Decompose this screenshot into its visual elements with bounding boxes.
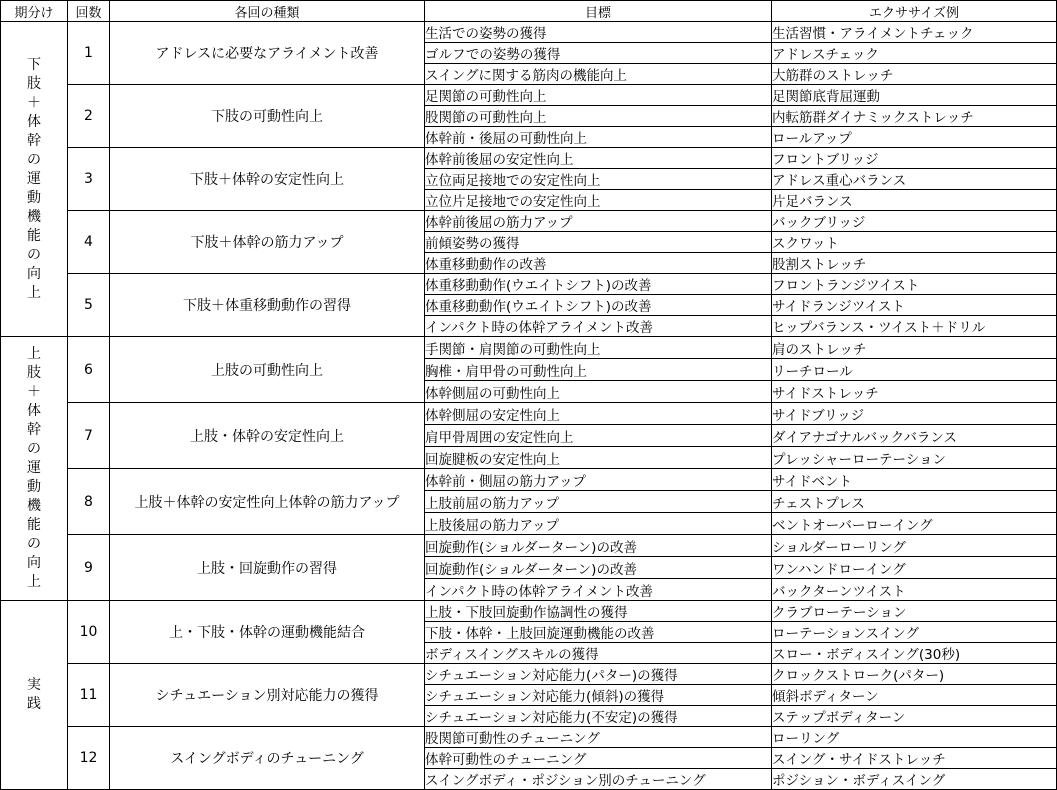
exercise-cell: バックターンツイスト — [772, 579, 1057, 601]
exercise-cell: サイドランジツイスト — [772, 295, 1057, 316]
exercise-cell: バックブリッジ — [772, 211, 1057, 232]
goal-cell: 股関節可動性のチューニング — [425, 727, 772, 748]
table-row — [1, 535, 1057, 557]
session-type: シチュエーション別対応能力の獲得 — [110, 664, 425, 727]
session-number: 6 — [68, 337, 110, 403]
table-row — [1, 469, 1057, 491]
goal-cell: 体幹側屈の安定性向上 — [425, 403, 772, 425]
session-type: 下肢＋体重移動動作の習得 — [110, 274, 425, 337]
table-body — [1, 22, 1057, 790]
exercise-cell: アドレスチェック — [772, 43, 1057, 64]
goal-cell: 回旋動作(ショルダーターン)の改善 — [425, 557, 772, 579]
header-goal: 目標 — [425, 1, 772, 22]
period-label: 上肢＋体幹の運動機能の向上 — [27, 346, 41, 590]
goal-cell: 股関節の可動性向上 — [425, 106, 772, 127]
exercise-cell: ローリング — [772, 727, 1057, 748]
exercise-cell: 片足バランス — [772, 190, 1057, 211]
period-label: 実践 — [27, 677, 41, 712]
goal-cell: 体幹側屈の可動性向上 — [425, 381, 772, 403]
goal-cell: 立位片足接地での安定性向上 — [425, 190, 772, 211]
session-number: 12 — [68, 727, 110, 790]
table-row — [1, 727, 1057, 748]
period-cell — [1, 601, 68, 790]
exercise-cell: 傾斜ボディターン — [772, 685, 1057, 706]
header-period: 期分け — [1, 1, 68, 22]
goal-cell: 肩甲骨周囲の安定性向上 — [425, 425, 772, 447]
exercise-cell: ベントオーバーローイング — [772, 513, 1057, 535]
table-row — [1, 274, 1057, 295]
goal-cell: 回旋腱板の安定性向上 — [425, 447, 772, 469]
exercise-cell: クロックストローク(パター) — [772, 664, 1057, 685]
exercise-cell: サイドベント — [772, 469, 1057, 491]
goal-cell: 立位両足接地での安定性向上 — [425, 169, 772, 190]
goal-cell: シチュエーション対応能力(傾斜)の獲得 — [425, 685, 772, 706]
exercise-cell: フロントランジツイスト — [772, 274, 1057, 295]
goal-cell: スイングに関する筋肉の機能向上 — [425, 64, 772, 85]
session-number: 1 — [68, 22, 110, 85]
goal-cell: 下肢・体幹・上肢回旋運動機能の改善 — [425, 622, 772, 643]
session-type: 上・下肢・体幹の運動機能結合 — [110, 601, 425, 664]
session-type: 上肢・回旋動作の習得 — [110, 535, 425, 601]
session-type: スイングボディのチューニング — [110, 727, 425, 790]
session-number: 3 — [68, 148, 110, 211]
exercise-cell: フロントブリッジ — [772, 148, 1057, 169]
period-cell — [1, 337, 68, 601]
goal-cell: 体重移動動作の改善 — [425, 253, 772, 274]
table-row — [1, 601, 1057, 622]
goal-cell: 上肢・下肢回旋動作協調性の獲得 — [425, 601, 772, 622]
exercise-cell: ワンハンドローイング — [772, 557, 1057, 579]
exercise-cell: ローテーションスイング — [772, 622, 1057, 643]
goal-cell: 手関節・肩関節の可動性向上 — [425, 337, 772, 359]
goal-cell: インパクト時の体幹アライメント改善 — [425, 316, 772, 337]
goal-cell: 体幹可動性のチューニング — [425, 748, 772, 769]
exercise-cell: クラブローテーション — [772, 601, 1057, 622]
goal-cell: シチュエーション対応能力(パター)の獲得 — [425, 664, 772, 685]
session-type: 下肢＋体幹の安定性向上 — [110, 148, 425, 211]
session-type: 下肢の可動性向上 — [110, 85, 425, 148]
table-row — [1, 337, 1057, 359]
goal-cell: 体幹前後屈の安定性向上 — [425, 148, 772, 169]
exercise-cell: ショルダーローリング — [772, 535, 1057, 557]
exercise-cell: スイング・サイドストレッチ — [772, 748, 1057, 769]
goal-cell: 生活での姿勢の獲得 — [425, 22, 772, 43]
exercise-cell: 肩のストレッチ — [772, 337, 1057, 359]
header-exercise: エクササイズ例 — [772, 1, 1057, 22]
goal-cell: 上肢前屈の筋力アップ — [425, 491, 772, 513]
table-row — [1, 85, 1057, 106]
exercise-cell: ロールアップ — [772, 127, 1057, 148]
goal-cell: 上肢後屈の筋力アップ — [425, 513, 772, 535]
goal-cell: 足関節の可動性向上 — [425, 85, 772, 106]
exercise-cell: ポジション・ボディスイング — [772, 769, 1057, 790]
session-number: 11 — [68, 664, 110, 727]
session-number: 2 — [68, 85, 110, 148]
table-row — [1, 22, 1057, 43]
header-count: 回数 — [68, 1, 110, 22]
table-row — [1, 211, 1057, 232]
exercise-cell: ステップボディターン — [772, 706, 1057, 727]
exercise-cell: スロー・ボディスイング(30秒) — [772, 643, 1057, 664]
goal-cell: 胸椎・肩甲骨の可動性向上 — [425, 359, 772, 381]
goal-cell: 回旋動作(ショルダーターン)の改善 — [425, 535, 772, 557]
exercise-cell: 内転筋群ダイナミックストレッチ — [772, 106, 1057, 127]
period-label: 下肢＋体幹の運動機能の向上 — [27, 56, 41, 301]
exercise-cell: サイドストレッチ — [772, 381, 1057, 403]
exercise-cell: 足関節底背屈運動 — [772, 85, 1057, 106]
exercise-cell: 股割ストレッチ — [772, 253, 1057, 274]
exercise-cell: プレッシャーローテーション — [772, 447, 1057, 469]
session-type: 上肢の可動性向上 — [110, 337, 425, 403]
exercise-cell: ヒップバランス・ツイスト＋ドリル — [772, 316, 1057, 337]
header-type: 各回の種類 — [110, 1, 425, 22]
period-cell — [1, 22, 68, 337]
table-row — [1, 664, 1057, 685]
goal-cell: 前傾姿勢の獲得 — [425, 232, 772, 253]
goal-cell: 体重移動動作(ウエイトシフト)の改善 — [425, 295, 772, 316]
exercise-cell: リーチロール — [772, 359, 1057, 381]
session-type: 上肢・体幹の安定性向上 — [110, 403, 425, 469]
goal-cell: スイングボディ・ポジション別のチューニング — [425, 769, 772, 790]
goal-cell: 体重移動動作(ウエイトシフト)の改善 — [425, 274, 772, 295]
session-type: 下肢＋体幹の筋力アップ — [110, 211, 425, 274]
exercise-cell: チェストプレス — [772, 491, 1057, 513]
goal-cell: 体幹前後屈の筋力アップ — [425, 211, 772, 232]
exercise-cell: サイドブリッジ — [772, 403, 1057, 425]
session-type: アドレスに必要なアライメント改善 — [110, 22, 425, 85]
goal-cell: ボディスイングスキルの獲得 — [425, 643, 772, 664]
goal-cell: 体幹前・後屈の可動性向上 — [425, 127, 772, 148]
exercise-cell: アドレス重心バランス — [772, 169, 1057, 190]
session-number: 4 — [68, 211, 110, 274]
goal-cell: 体幹前・側屈の筋力アップ — [425, 469, 772, 491]
table-row — [1, 148, 1057, 169]
table-row — [1, 403, 1057, 425]
session-number: 5 — [68, 274, 110, 337]
session-type: 上肢＋体幹の安定性向上体幹の筋力アップ — [110, 469, 425, 535]
exercise-cell: スクワット — [772, 232, 1057, 253]
header-row — [1, 1, 1057, 22]
goal-cell: ゴルフでの姿勢の獲得 — [425, 43, 772, 64]
exercise-cell: ダイアナゴナルバックバランス — [772, 425, 1057, 447]
session-number: 9 — [68, 535, 110, 601]
exercise-cell: 大筋群のストレッチ — [772, 64, 1057, 85]
session-number: 8 — [68, 469, 110, 535]
exercise-cell: 生活習慣・アライメントチェック — [772, 22, 1057, 43]
goal-cell: インパクト時の体幹アライメント改善 — [425, 579, 772, 601]
session-number: 7 — [68, 403, 110, 469]
session-number: 10 — [68, 601, 110, 664]
goal-cell: シチュエーション対応能力(不安定)の獲得 — [425, 706, 772, 727]
